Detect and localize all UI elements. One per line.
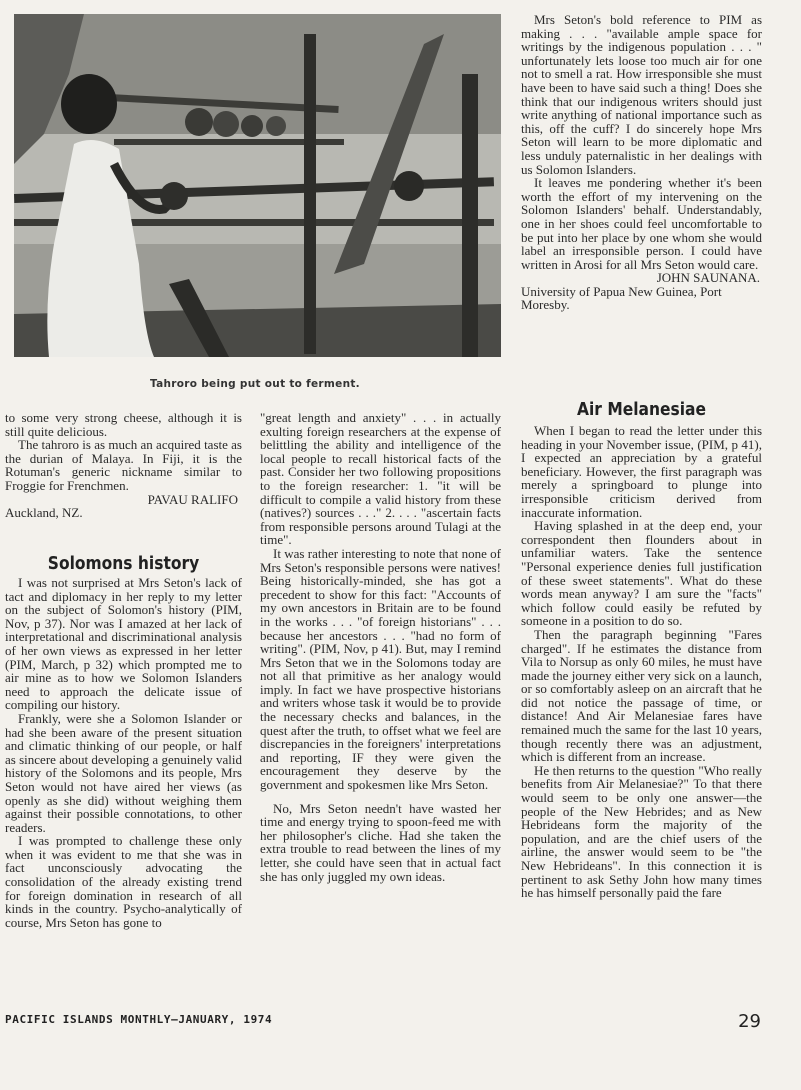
signature-place: Auckland, NZ. bbox=[5, 505, 83, 521]
paragraph: The tahroro is as much an acquired taste as the durian of Malaya. In Fiji, it is the Rotuman's generic nickname similar to Froggie for Frenchmen. bbox=[5, 437, 242, 493]
paragraph: "great length and anxiety" . . . in actually exulting foreign researchers at the expense of belittling the ability and intelligence of the local people to recall historical facts of the past. Consider her two following propositions to the foreign researcher: 1. "it will be difficult to compile a valid history from these (natives?) sources . . ." 2. . . . "ascertain facts from responsible persons around Tulagi at the time". bbox=[260, 410, 501, 548]
page-number: 29 bbox=[738, 1011, 761, 1032]
paragraph: It leaves me pondering whether it's been worth the effort of my intervening on the Solomon Islanders' behalf. Understandably, one in her shoes could feel uncomfortable to be put into her place by one whom she would label an irresponsible person. I could have written in Arosi for all Mrs Seton would care. bbox=[521, 175, 762, 272]
section-heading: Air Melanesiae bbox=[577, 399, 706, 420]
signature-name: JOHN SAUNANA. bbox=[656, 270, 760, 286]
paragraph: Mrs Seton's bold reference to PIM as making . . . "available ample space for writings by the indigenous population . . . " unfortunately lets loose too much air for one not to smell a rat. How irresponsible she must have been to have said such a thing! Does she think that our indigenous writers should just write anything of national importance such as this, off the cuff? I do sincerely hope Mrs Seton will learn to be more diplomatic and less unduly paternalistic in her dealings with us Solomon Islanders. bbox=[521, 12, 762, 177]
paragraph: I was not surprised at Mrs Seton's lack of tact and diplomacy in her reply to my letter on the subject of Solomon's history (PIM, Nov, p 37). Nor was I amazed at her lack of interpretational and discriminational analysis of her own views as expressed in her letter (PIM, March, p 32) which prompted me to air mine as to how we Solomon Islanders need to approach the delicate issue of compiling our history. bbox=[5, 575, 242, 713]
photo-illustration bbox=[14, 14, 501, 357]
tahroro-photo bbox=[14, 14, 501, 357]
column-1-top bbox=[5, 411, 242, 520]
column-1-body bbox=[5, 576, 242, 929]
air-melanesiae-heading-wrap bbox=[521, 399, 762, 420]
section-heading: Solomons history bbox=[47, 553, 200, 574]
page-footer: PACIFIC ISLANDS MONTHLY—JANUARY, 1974 bbox=[5, 1013, 273, 1026]
column-3-body bbox=[521, 424, 762, 900]
paragraph: He then returns to the question "Who really benefits from Air Melanesiae?" To that there would seem to be only one answer—the people of the New Hebrides; and as New Hebrideans form the majority of the population, and are the chief users of the airline, the answer would seem to be "the New Hebrideans". In this connection it is pertinent to ask Sethy John how many times he has himself personally paid the fare bbox=[521, 762, 762, 901]
paragraph: Having splashed in at the deep end, your correspondent then flounders about in unfamiliar waters. Take the sentence "Personal experience denies full justification of these sweet statements". What do these words mean anyway? I am sure the "facts" which follow could easily be refuted by someone in a position to do so. bbox=[521, 518, 762, 629]
photo-caption: Tahroro being put out to ferment. bbox=[150, 378, 360, 390]
paragraph: Frankly, were she a Solomon Islander or had she been aware of the present situation and climatic thinking of our people, or half as sincere about developing a genuinely valid history of the Solomons and its people, Mrs Seton would not have aired her views (as openly as she did) without weighing them against their possible connotations, to other readers. bbox=[5, 710, 242, 835]
signature-place: University of Papua New Guinea, Port Moresby. bbox=[521, 283, 722, 313]
solomons-history-heading-wrap bbox=[5, 553, 242, 574]
paragraph: It was rather interesting to note that none of Mrs Seton's responsible persons were natives! Being historically-minded, she has got a precedent to show for this fact: "Accounts of my own ancestors in Britain are to be found in the works . . . "of foreign historians" . . . because her ancestors . . . "had no form of writing". (PIM, Nov, p 41). But, may I remind Mrs Seton that we in the Solomons today are not all that primitive as her analogy would imply. In fact we have prospective historians and writers whose task it would be to provide the necessary checks and balances, in the quest after the truth, to offset what we feel are discrepancies in the foreigners' interpretations and reporting, IF they were given the encouragement they deserve by the government and spokesmen like Mrs Seton. bbox=[260, 545, 501, 793]
paragraph: When I began to read the letter under this heading in your November issue, (PIM, p 41), I expected an appreciation by a grateful beneficiary. However, the first paragraph was merely a springboard to plunge into irresponsible criticism derived from inaccurate information. bbox=[521, 423, 762, 520]
paragraph: Then the paragraph beginning "Fares charged". If he estimates the distance from Vila to Norsup as only 60 miles, he must have made the journey either very sick on a launch, or so comfortably asleep on an aircraft that he did not notice the passage of time, or distance! And Air Melanesiae fares have remained much the same for the last 10 years, though recently there was an adjustment, which is different from an increase. bbox=[521, 626, 762, 765]
column-3-top bbox=[521, 13, 762, 312]
paragraph: No, Mrs Seton needn't have wasted her time and energy trying to spoon-feed me with her philosopher's cliche. Had she taken the extra trouble to read between the lines of my letter, she could have seen that in actual fact she has only juggled my own ideas. bbox=[260, 800, 501, 884]
column-2-body bbox=[260, 411, 501, 883]
paragraph: to some very strong cheese, although it is still quite delicious. bbox=[5, 410, 242, 439]
paragraph: I was prompted to challenge these only when it was evident to me that she was in fact unconsciously advocating the consolidation of the already existing trend for foreign domination in research of all kinds in the country. Psycho-analytically of course, Mrs Seton has gone to bbox=[5, 833, 242, 930]
signature-name: PAVAU RALIFO bbox=[147, 491, 238, 507]
